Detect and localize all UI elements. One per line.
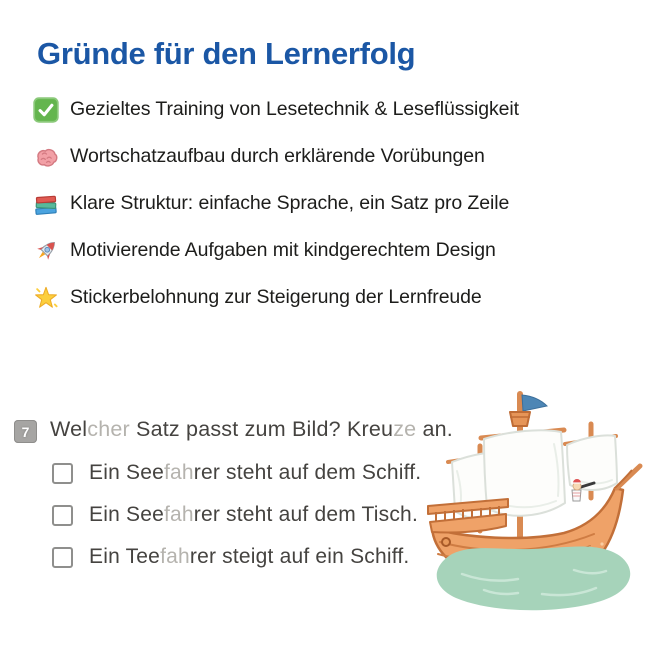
check-icon [33, 97, 59, 123]
option-text [89, 461, 421, 485]
bowsprit [617, 466, 640, 488]
exercise-question [50, 417, 453, 442]
crows-nest [510, 412, 530, 426]
question-segment: ze [393, 417, 417, 441]
option-segment: Ein Tee [89, 545, 161, 568]
option-checkbox[interactable] [52, 463, 73, 484]
option-segment: fah [163, 461, 194, 484]
exercise-number-badge [14, 420, 37, 443]
question-segment: cher [87, 417, 130, 441]
benefit-text: Klare Struktur: einfache Sprache, ein Satz pro Zeile [70, 192, 510, 214]
star-icon [33, 285, 59, 311]
benefit-item [33, 237, 519, 264]
sailing-ship-illustration [424, 386, 648, 626]
question-segment: Kreu [346, 417, 394, 441]
option-segment: Ein See [89, 503, 164, 526]
option-segment: rer steht auf dem Tisch. [193, 503, 418, 526]
option-segment: fah [163, 503, 194, 526]
option-segment: fah [160, 545, 190, 568]
benefit-text: Stickerbelohnung zur Steigerung der Lernfreude [70, 286, 482, 308]
benefit-item [33, 284, 519, 311]
option-segment: rer steht auf dem Schiff. [193, 461, 422, 484]
option-text [89, 503, 418, 527]
benefit-item [33, 96, 519, 123]
benefit-text: Wortschatzaufbau durch erklärende Vorübungen [70, 145, 485, 167]
question-segment: Wel [50, 417, 88, 441]
exercise-number: 7 [21, 423, 30, 440]
benefit-item [33, 190, 519, 217]
option-text [89, 545, 409, 569]
option-checkbox[interactable] [52, 505, 73, 526]
option-segment: rer steigt auf ein Schiff. [189, 545, 410, 568]
water [437, 547, 630, 611]
books-icon [33, 191, 59, 217]
question-segment: an. [416, 417, 453, 441]
flag [522, 395, 547, 411]
option-row [52, 543, 421, 571]
option-row [52, 459, 421, 487]
benefits-list [33, 96, 519, 331]
rocket-icon [33, 238, 59, 264]
brain-icon [33, 144, 59, 170]
porthole [442, 538, 450, 546]
question-segment: Satz passt zum Bild? [129, 417, 347, 441]
benefit-text: Gezieltes Training von Lesetechnik & Leseflüssigkeit [70, 98, 519, 120]
page-title: Gründe für den Lernerfolg [37, 36, 416, 71]
benefit-text: Motivierende Aufgaben mit kindgerechtem Design [70, 239, 496, 261]
option-row [52, 501, 421, 529]
benefit-item [33, 143, 519, 170]
option-segment: Ein See [89, 461, 164, 484]
options-list [52, 459, 421, 585]
option-checkbox[interactable] [52, 547, 73, 568]
